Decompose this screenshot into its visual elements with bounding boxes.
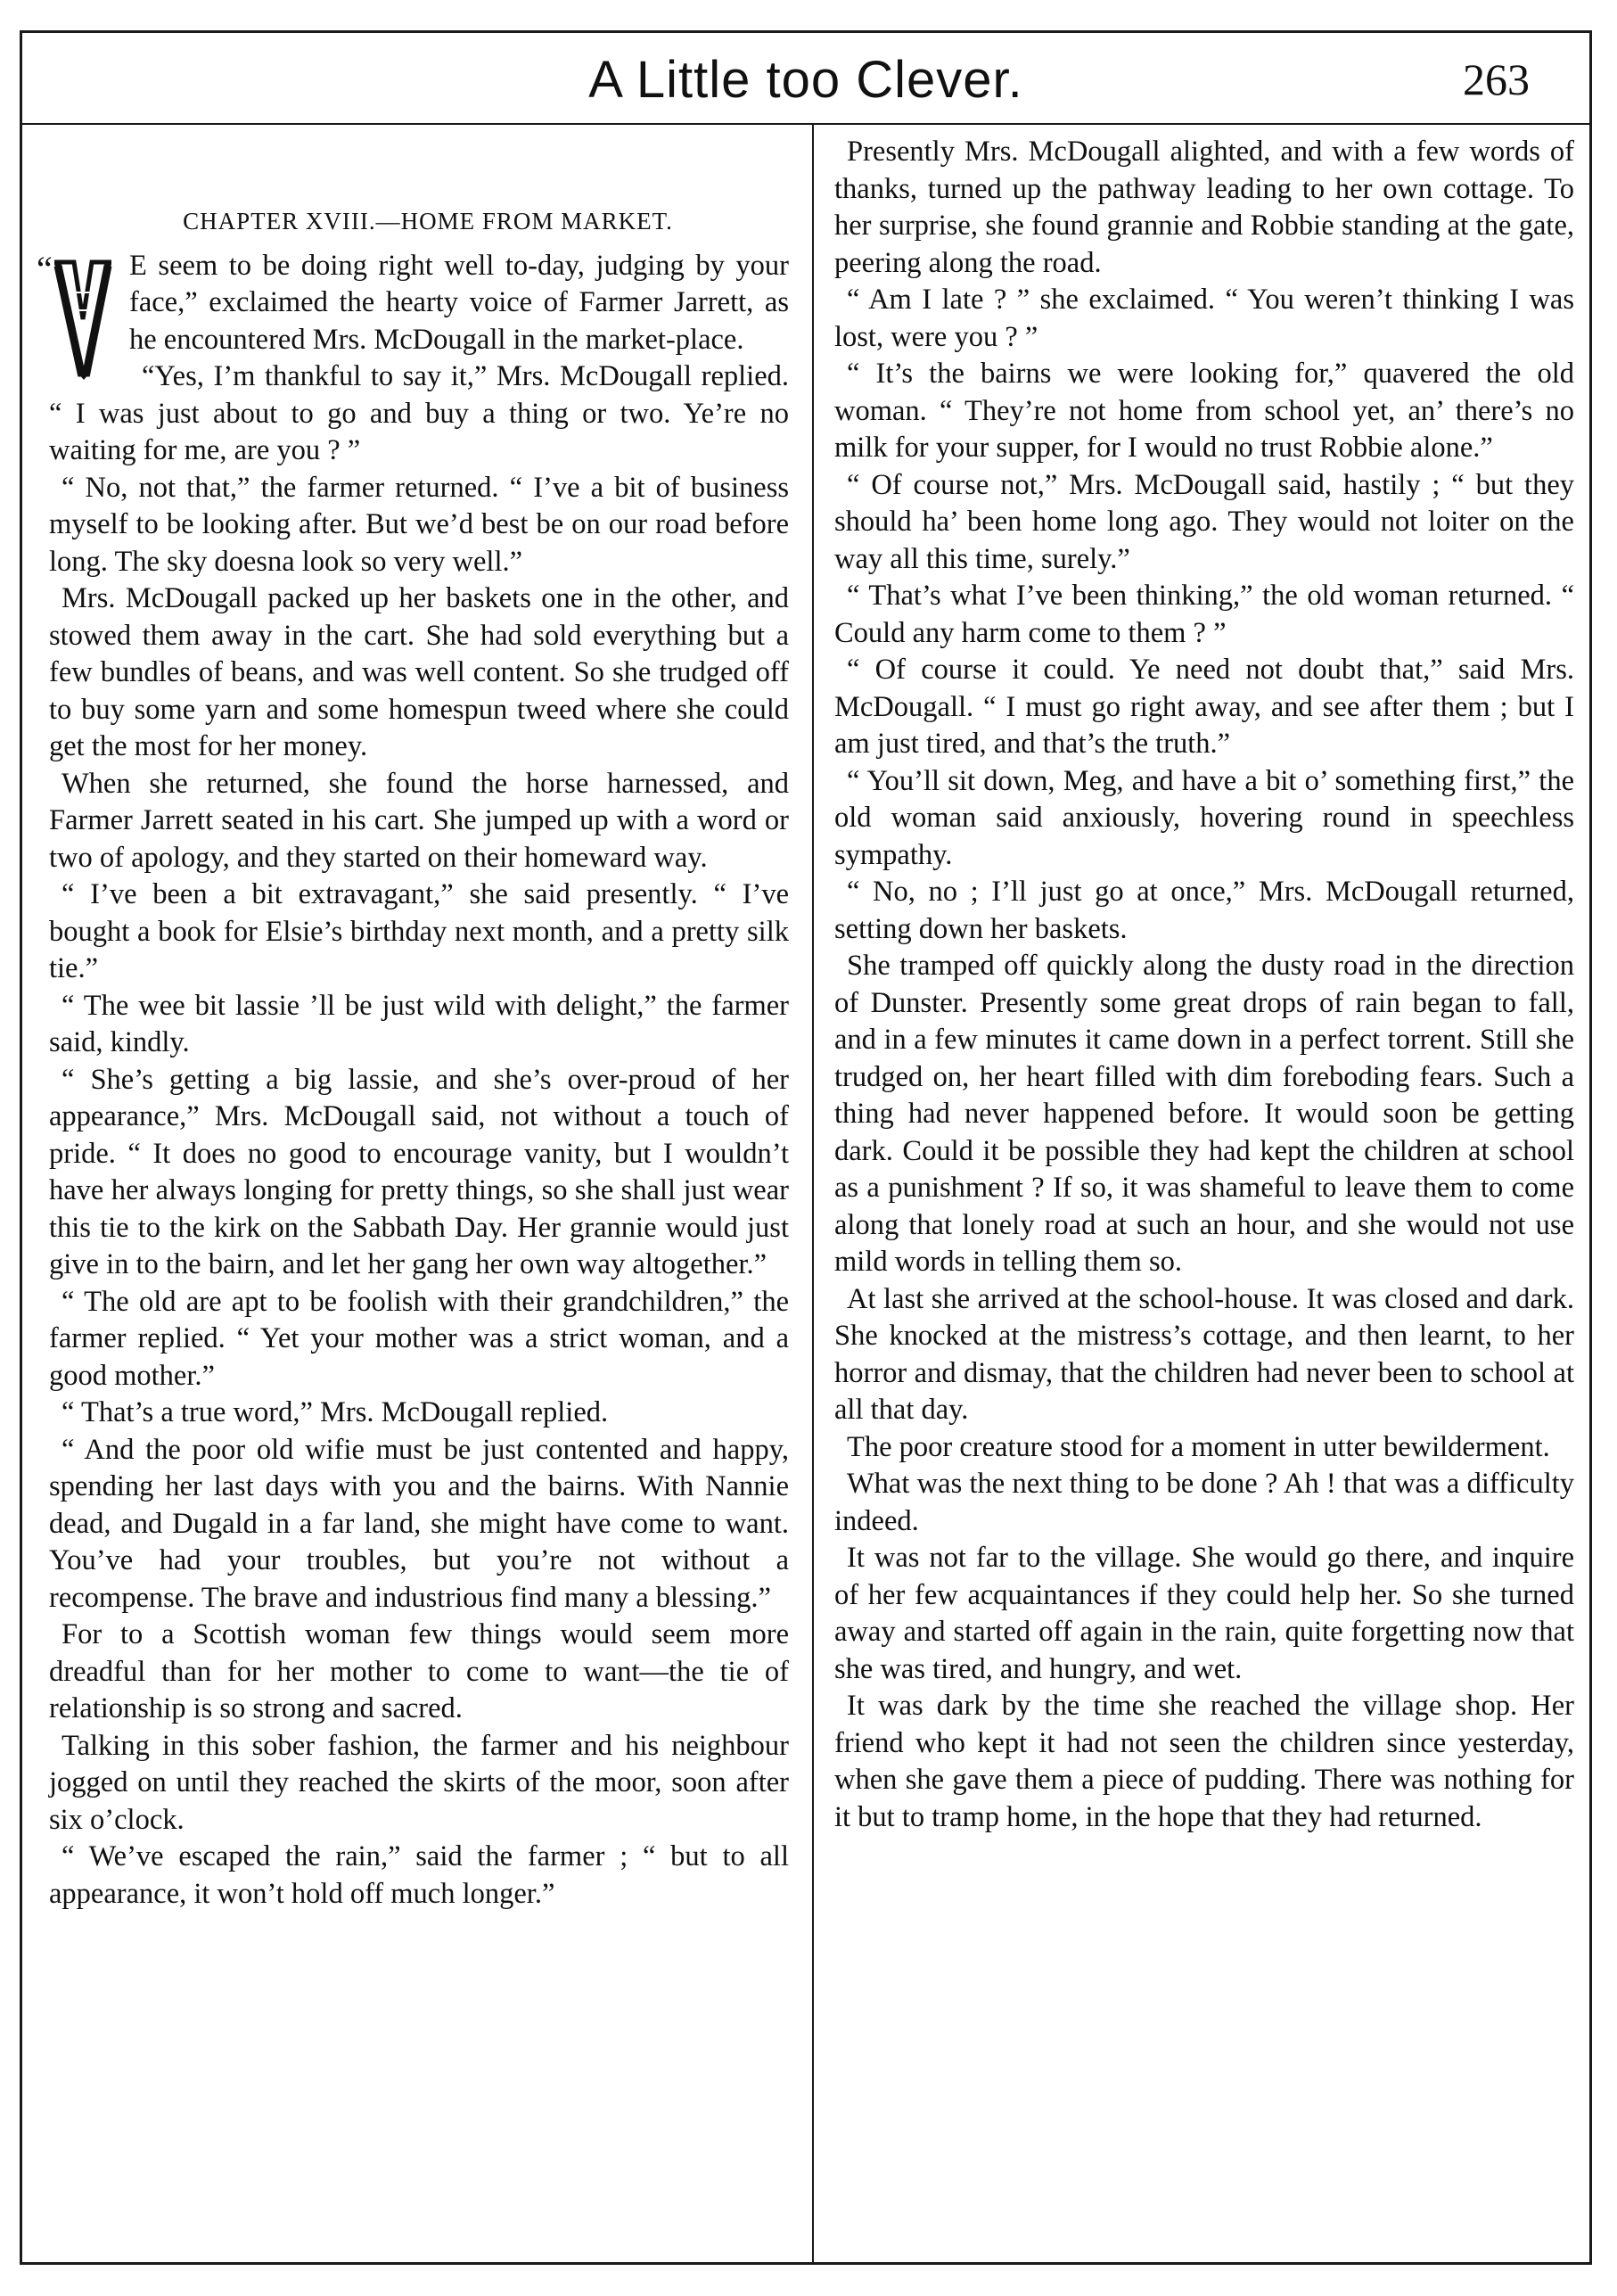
- paragraph: “ No, not that,” the farmer returned. “ I’ve a bit of business myself to be looking after. But we’d best be on our road before long. The sky doesna look so very well.”: [49, 471, 789, 578]
- paragraph: “ And the poor old wifie must be just contented and happy, spending her last days with you and the bairns. With Nannie dead, and Dugald in a far land, she might have come to want. You’ve had your troubles, but you’re not without a recompense. The brave and industrious find many a blessing.”: [49, 1433, 789, 1614]
- paragraph: “ She’s getting a big lassie, and she’s over-proud of her appearance,” Mrs. McDougall said, not without a touch of pride. “ It does no good to encourage vanity, but I wouldn’t have her always longing for pretty things, so she shall just wear this tie to the kirk on the Sabbath Day. Her grannie would just give in to the bairn, and let her gang her own way altogether.”: [49, 1063, 789, 1280]
- paragraph: Talking in this sober fashion, the farmer and his neighbour jogged on until they reached the skirts of the moor, soon after six o’clock.: [49, 1729, 789, 1836]
- paragraph: She tramped off quickly along the dusty road in the direction of Dunster. Presently some great drops of rain began to fall, and in a few minutes it came down in a perfect torrent. Still she trudged on, her heart filled with dim foreboding fears. Such a thing had never happened before. It would soon be getting dark. Could it be possible they had kept the children at school as a punishment ? If so, it was shameful to leave them to come along that lonely road at such an hour, and she would not use mild words in telling them so.: [834, 950, 1574, 1278]
- paragraph: What was the next thing to be done ? Ah ! that was a difficulty indeed.: [834, 1468, 1574, 1537]
- paragraph: Mrs. McDougall packed up her baskets one in the other, and stowed them away in the cart. She had sold everything but a few bundles of beans, and was well content. So she trudged off to buy some yarn and some homespun tweed where she could get the most for her money.: [49, 582, 789, 762]
- paragraph: It was dark by the time she reached the village shop. Her friend who kept it had not seen the children since yesterday, when she gave them a piece of pudding. There was nothing for it but to tramp home, in the hope that they had returned.: [834, 1690, 1574, 1833]
- page-number: 263: [1463, 54, 1530, 104]
- chapter-heading: CHAPTER XVIII.—HOME FROM MARKET.: [183, 208, 673, 235]
- paragraph: “ Of course not,” Mrs. McDougall said, hastily ; “ but they should ha’ been home long ago. They would not loiter on the way all this time, surely.”: [834, 468, 1574, 575]
- paragraph: “Yes, I’m thankful to say it,” Mrs. McDougall replied. “ I was just about to go and buy a thing or two. Ye’re no waiting for me, are you ? ”: [49, 360, 789, 466]
- right-column: [834, 134, 1574, 1836]
- running-title: A Little too Clever.: [588, 51, 1023, 109]
- paragraph: “ That’s a true word,” Mrs. McDougall replied.: [62, 1396, 609, 1428]
- paragraph: “ The old are apt to be foolish with their grandchildren,” the farmer replied. “ Yet your mother was a strict woman, and a good mother.”: [49, 1285, 789, 1392]
- paragraph: “ No, no ; I’ll just go at once,” Mrs. McDougall returned, setting down her baskets.: [834, 876, 1574, 945]
- drop-cap-quote: “: [37, 248, 53, 289]
- paragraph: Presently Mrs. McDougall alighted, and with a few words of thanks, turned up the pathway leading to her own cottage. To her surprise, she found grannie and Robbie standing at the gate, peering along the road.: [834, 136, 1574, 279]
- header-rule: [20, 123, 1592, 125]
- column-divider: [812, 125, 814, 2265]
- drop-cap: [37, 248, 120, 385]
- paragraph: For to a Scottish woman few things would seem more dreadful than for her mother to come to want—the tie of relationship is so strong and sacred.: [49, 1618, 789, 1724]
- paragraph: The poor creature stood for a moment in utter bewilderment.: [847, 1430, 1550, 1463]
- ornamental-w-initial-icon: [51, 257, 115, 382]
- paragraph: It was not far to the village. She would go there, and inquire of her few acquaintances if they could help her. So she turned away and started off again in the rain, quite forgetting now that she was tired, and hungry, and wet.: [834, 1542, 1574, 1685]
- paragraph: “ That’s what I’ve been thinking,” the old woman returned. “ Could any harm come to them ? ”: [834, 580, 1574, 649]
- paragraph: “ The wee bit lassie ’ll be just wild with delight,” the farmer said, kindly.: [49, 989, 789, 1058]
- paragraph: “ It’s the bairns we were looking for,” quavered the old woman. “ They’re not home from school yet, an’ there’s no milk for your supper, for I would no trust Robbie alone.”: [834, 358, 1574, 464]
- paragraph: “ E seem to be doing right well to-day, judging by your face,” exclaimed the hearty voice of Farmer Jarrett, as he encountered Mrs. McDougall in the market-place.: [49, 248, 789, 359]
- paragraph: “ We’ve escaped the rain,” said the farmer ; “ but to all appearance, it won’t hold off much longer.”: [49, 1840, 789, 1910]
- left-column: [37, 134, 789, 1913]
- paragraph: “ Am I late ? ” she exclaimed. “ You weren’t thinking I was lost, were you ? ”: [834, 284, 1574, 353]
- paragraph: “ I’ve been a bit extravagant,” she said presently. “ I’ve bought a book for Elsie’s birthday next month, and a pretty silk tie.”: [49, 878, 789, 984]
- page-header: [20, 30, 1592, 128]
- paragraph: When she returned, she found the horse harnessed, and Farmer Jarrett seated in his cart. She jumped up with a word or two of apology, and they started on their homeward way.: [49, 767, 789, 874]
- paragraph: “ Of course it could. Ye need not doubt that,” said Mrs. McDougall. “ I must go right away, and see after them ; but I am just tired, and that’s the truth.”: [834, 654, 1574, 760]
- paragraph: “ You’ll sit down, Meg, and have a bit o’ something first,” the old woman said anxiously, hovering round in speechless sympathy.: [834, 764, 1574, 871]
- paragraph: At last she arrived at the school-house. It was closed and dark. She knocked at the mistress’s cottage, and then learnt, to her horror and dismay, that the children had never been to school at all that day.: [834, 1282, 1574, 1426]
